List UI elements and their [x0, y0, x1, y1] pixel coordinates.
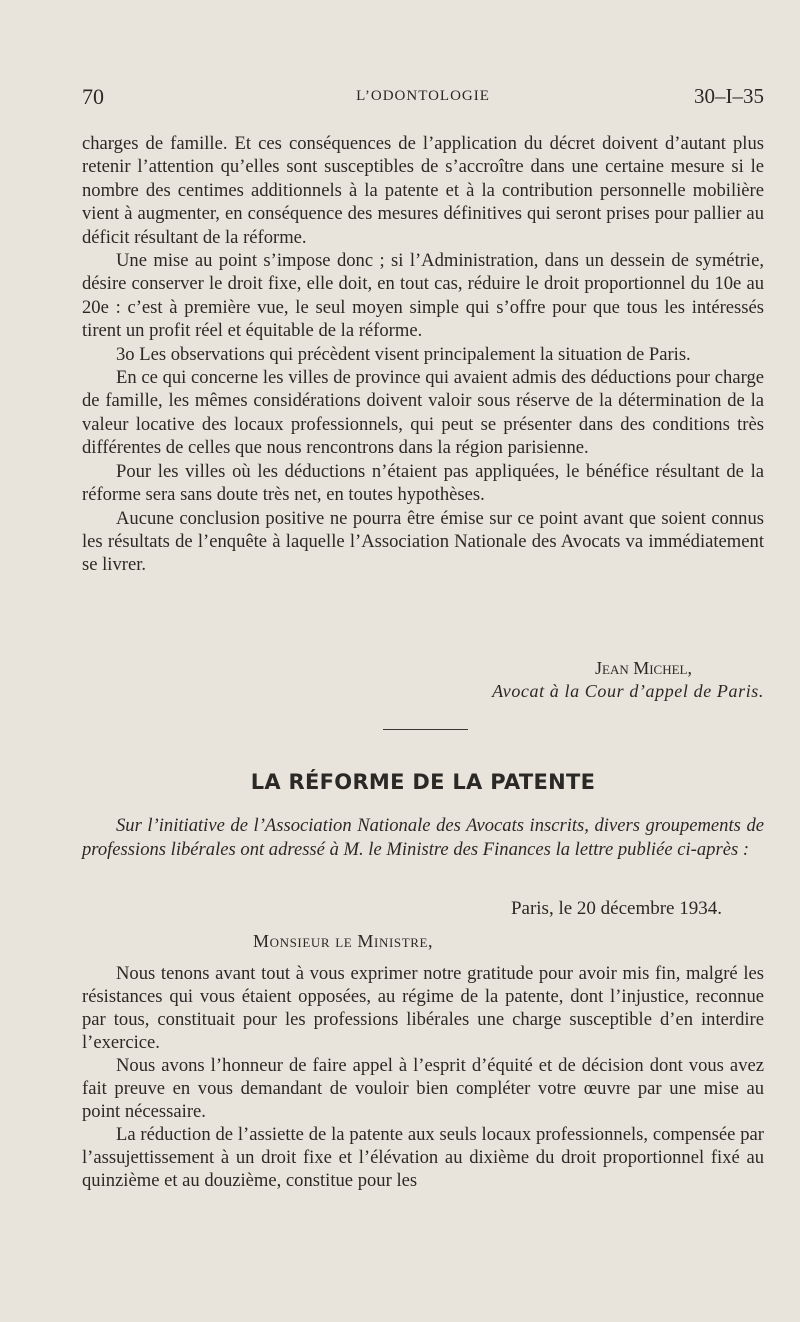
letter-dateline: Paris, le 20 décembre 1934. — [510, 898, 722, 919]
paragraph: En ce qui concerne les villes de province qui avaient admis des déductions pour charge de famille, les mêmes considérations doivent valoir sous réserve de la détermination de la valeur locative des locaux professionnels, qui peut se présenter dans des conditions très différentes de celles que nous rencontrons dans la région parisienne. — [82, 367, 764, 459]
paragraph: Nous tenons avant tout à vous exprimer notre gratitude pour avoir mis fin, malgré les résistances qui vous étaient opposées, au régime de la patente, dont l’injustice, reconnue par tous, constituait pour les professions libérales une charge susceptible d’en interdire l’exercice. — [82, 963, 764, 1053]
journal-title: L’ODONTOLOGIE — [356, 88, 490, 104]
article-intro — [82, 814, 764, 862]
paragraph: charges de famille. Et ces conséquences de l’application du décret doivent d’autant plus retenir l’attention qu’elles sont susceptibles de s’accroître dans une certaine mesure si le nombre des centimes additionnels à la patente et à la contribution personnelle mobilière vient à augmenter, en conséquence des mesures définitives qui seront prises pour pallier au déficit résultant de la réforme. — [82, 133, 764, 248]
author-name: Jean Michel, — [595, 658, 692, 678]
paragraph: Pour les villes où les déductions n’étaient pas appliquées, le bénéfice résultant de la réforme sera sans doute très net, en toutes hypothèses. — [82, 460, 764, 506]
paragraph: Aucune conclusion positive ne pourra être émise sur ce point avant que soient connus les résultats de l’enquête à laquelle l’Association Nationale des Avocats va immédiatement se livrer. — [82, 507, 764, 576]
page-number: 70 — [82, 84, 104, 109]
article-title: LA RÉFORME DE LA PATENTE — [250, 770, 596, 794]
signature-block — [82, 658, 764, 679]
issue-date: 30–I–35 — [694, 84, 764, 108]
paragraph: Une mise au point s’impose donc ; si l’Administration, dans un dessein de symétrie, désire conserver le droit fixe, elle doit, en tout cas, réduire le droit proportionnel du 10e au 20e : c’est à première vue, le seul moyen simple qui s’offre pour que tous les intéressés tirent un profit réel et équitable de la réforme. — [82, 250, 764, 342]
running-header — [82, 84, 764, 114]
paragraph: 3o Les observations qui précèdent visent principalement la situation de Paris. — [116, 343, 691, 365]
paragraph: La réduction de l’assiette de la patente aux seuls locaux professionnels, compensée par l’assujettissement à un droit fixe et l’élévation au dixième du droit proportionnel fixé au quinzième et au douzième, constitue pour les — [82, 1124, 764, 1191]
letter-salutation: Monsieur le Ministre, — [253, 931, 434, 951]
section-divider — [383, 729, 468, 730]
letter-body — [82, 962, 764, 1192]
article-continuation — [82, 132, 764, 577]
paragraph: Nous avons l’honneur de faire appel à l’esprit d’équité et de décision dont vous avez fait preuve en vous demandant de vouloir bien compléter votre œuvre par une mise au point nécessaire. — [82, 1055, 764, 1122]
intro-text: Sur l’initiative de l’Association Nationale des Avocats inscrits, divers groupements de professions libérales ont adressé à M. le Ministre des Finances la lettre publiée ci-après : — [82, 815, 764, 860]
author-title: Avocat à la Cour d’appel de Paris. — [492, 681, 764, 701]
